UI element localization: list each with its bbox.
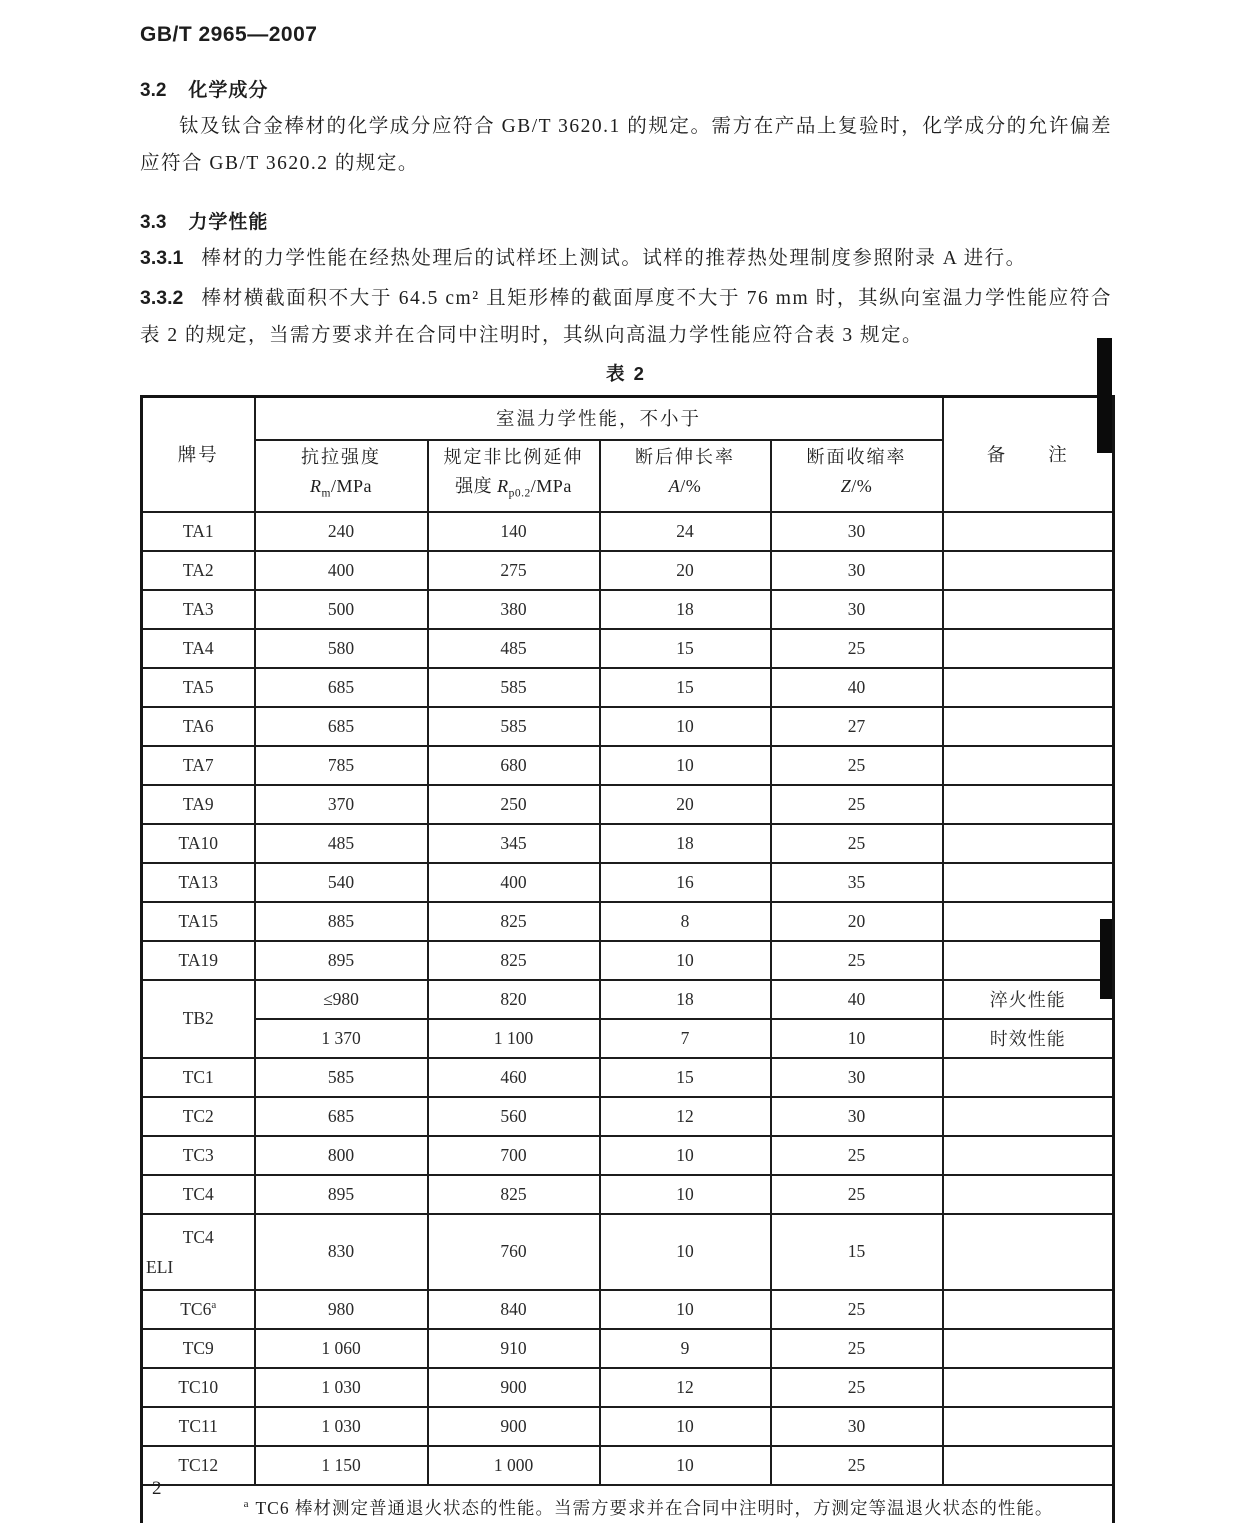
table-row bbox=[142, 1368, 1114, 1407]
table-row bbox=[142, 824, 1114, 863]
value-cell: 25 bbox=[771, 785, 943, 824]
value-cell: 685 bbox=[255, 668, 428, 707]
value-cell: 16 bbox=[600, 863, 771, 902]
scan-artifact bbox=[1100, 919, 1112, 999]
value-cell: 1 150 bbox=[255, 1446, 428, 1485]
value-cell: 10 bbox=[600, 1136, 771, 1175]
value-cell: 8 bbox=[600, 902, 771, 941]
value-cell: 345 bbox=[428, 824, 600, 863]
value-cell: 9 bbox=[600, 1329, 771, 1368]
table-body bbox=[142, 512, 1114, 1485]
value-cell: 25 bbox=[771, 1329, 943, 1368]
value-cell: 275 bbox=[428, 551, 600, 590]
value-cell: 400 bbox=[255, 551, 428, 590]
grade-cell: TC12 bbox=[142, 1446, 255, 1485]
remark-cell bbox=[943, 629, 1114, 668]
value-cell: 895 bbox=[255, 941, 428, 980]
value-cell: 24 bbox=[600, 512, 771, 551]
value-cell: 30 bbox=[771, 1407, 943, 1446]
clause-text: 棒材横截面积不大于 64.5 cm² 且矩形棒的截面厚度不大于 76 mm 时，其纵向室温力学性能应符合表 2 的规定，当需方要求并在合同中注明时，其纵向高温力学性能应符合表 3 规定。 bbox=[140, 288, 1112, 346]
value-cell: 40 bbox=[771, 980, 943, 1019]
table-footer bbox=[142, 1485, 1114, 1523]
grade-cell: TA1 bbox=[142, 512, 255, 551]
table-row bbox=[142, 1019, 1114, 1058]
grade-cell: TA7 bbox=[142, 746, 255, 785]
header-room-temp-properties: 室温力学性能，不小于 bbox=[255, 397, 943, 440]
value-cell: 15 bbox=[600, 629, 771, 668]
grade-cell: TC9 bbox=[142, 1329, 255, 1368]
table-row bbox=[142, 1175, 1114, 1214]
value-cell: 20 bbox=[771, 902, 943, 941]
value-cell: 585 bbox=[428, 668, 600, 707]
value-cell: 585 bbox=[255, 1058, 428, 1097]
value-cell: 25 bbox=[771, 1175, 943, 1214]
grade-cell: TA9 bbox=[142, 785, 255, 824]
value-cell: 825 bbox=[428, 1175, 600, 1214]
value-cell: 500 bbox=[255, 590, 428, 629]
value-cell: 1 030 bbox=[255, 1368, 428, 1407]
remark-cell bbox=[943, 1175, 1114, 1214]
value-cell: 30 bbox=[771, 1097, 943, 1136]
value-cell: 10 bbox=[771, 1019, 943, 1058]
value-cell: 15 bbox=[600, 668, 771, 707]
remark-cell bbox=[943, 1368, 1114, 1407]
value-cell: 700 bbox=[428, 1136, 600, 1175]
value-cell: 15 bbox=[771, 1214, 943, 1290]
value-cell: 7 bbox=[600, 1019, 771, 1058]
value-cell: 10 bbox=[600, 1446, 771, 1485]
value-cell: 10 bbox=[600, 1407, 771, 1446]
value-cell: 680 bbox=[428, 746, 600, 785]
value-cell: 900 bbox=[428, 1368, 600, 1407]
value-cell: 760 bbox=[428, 1214, 600, 1290]
value-cell: 560 bbox=[428, 1097, 600, 1136]
value-cell: 40 bbox=[771, 668, 943, 707]
table-row bbox=[142, 1136, 1114, 1175]
mechanical-properties-table bbox=[140, 395, 1115, 1523]
value-cell: 460 bbox=[428, 1058, 600, 1097]
value-cell: 685 bbox=[255, 1097, 428, 1136]
header-reduction-of-area: 断面收缩率 Z/% bbox=[771, 440, 943, 512]
remark-cell bbox=[943, 590, 1114, 629]
table-caption: 表 2 bbox=[606, 363, 646, 384]
value-cell: 1 000 bbox=[428, 1446, 600, 1485]
value-cell: 18 bbox=[600, 824, 771, 863]
value-cell: 980 bbox=[255, 1290, 428, 1329]
grade-cell: TC3 bbox=[142, 1136, 255, 1175]
value-cell: 25 bbox=[771, 824, 943, 863]
grade-cell: TC2 bbox=[142, 1097, 255, 1136]
header-elongation: 断后伸长率 A/% bbox=[600, 440, 771, 512]
grade-cell: TA2 bbox=[142, 551, 255, 590]
remark-cell bbox=[943, 785, 1114, 824]
remark-cell bbox=[943, 1290, 1114, 1329]
table-row bbox=[142, 1214, 1114, 1290]
table-row bbox=[142, 863, 1114, 902]
value-cell: 25 bbox=[771, 1368, 943, 1407]
paragraph-3-3-2 bbox=[140, 280, 1112, 354]
value-cell: 585 bbox=[428, 707, 600, 746]
footnote-text: TC6 棒材测定普通退火状态的性能。当需方要求并在合同中注明时，方测定等温退火状态的性能。 bbox=[255, 1497, 1054, 1518]
header-grade: 牌号 bbox=[142, 397, 255, 512]
grade-cell: TA10 bbox=[142, 824, 255, 863]
remark-cell bbox=[943, 551, 1114, 590]
grade-cell: TA3 bbox=[142, 590, 255, 629]
value-cell: 895 bbox=[255, 1175, 428, 1214]
value-cell: 27 bbox=[771, 707, 943, 746]
header-remark: 备 注 bbox=[943, 397, 1114, 512]
table-row bbox=[142, 590, 1114, 629]
value-cell: 10 bbox=[600, 746, 771, 785]
remark-cell bbox=[943, 1097, 1114, 1136]
table-row bbox=[142, 1407, 1114, 1446]
value-cell: 1 030 bbox=[255, 1407, 428, 1446]
remark-cell bbox=[943, 1136, 1114, 1175]
value-cell: 30 bbox=[771, 551, 943, 590]
value-cell: 20 bbox=[600, 785, 771, 824]
value-cell: 485 bbox=[428, 629, 600, 668]
scan-artifact bbox=[1097, 338, 1112, 453]
value-cell: 30 bbox=[771, 512, 943, 551]
value-cell: 25 bbox=[771, 746, 943, 785]
value-cell: 540 bbox=[255, 863, 428, 902]
grade-cell: TB2 bbox=[142, 980, 255, 1058]
remark-cell bbox=[943, 512, 1114, 551]
clause-text: 棒材的力学性能在经热处理后的试样坯上测试。试样的推荐热处理制度参照附录 A 进行。 bbox=[201, 248, 1027, 269]
value-cell: 30 bbox=[771, 590, 943, 629]
page-number: 2 bbox=[152, 1478, 162, 1499]
grade-cell: TC10 bbox=[142, 1368, 255, 1407]
value-cell: 1 370 bbox=[255, 1019, 428, 1058]
table-row bbox=[142, 785, 1114, 824]
value-cell: 800 bbox=[255, 1136, 428, 1175]
grade-cell: TA15 bbox=[142, 902, 255, 941]
table-row bbox=[142, 1058, 1114, 1097]
value-cell: ≤980 bbox=[255, 980, 428, 1019]
value-cell: 910 bbox=[428, 1329, 600, 1368]
value-cell: 25 bbox=[771, 1446, 943, 1485]
value-cell: 240 bbox=[255, 512, 428, 551]
table-row bbox=[142, 1329, 1114, 1368]
table-footnote bbox=[142, 1485, 1114, 1523]
value-cell: 18 bbox=[600, 590, 771, 629]
value-cell: 785 bbox=[255, 746, 428, 785]
remark-cell bbox=[943, 1446, 1114, 1485]
value-cell: 380 bbox=[428, 590, 600, 629]
value-cell: 1 060 bbox=[255, 1329, 428, 1368]
clause-number: 3.3.2 bbox=[140, 287, 184, 309]
value-cell: 10 bbox=[600, 1214, 771, 1290]
value-cell: 20 bbox=[600, 551, 771, 590]
value-cell: 18 bbox=[600, 980, 771, 1019]
remark-cell: 时效性能 bbox=[943, 1019, 1114, 1058]
value-cell: 10 bbox=[600, 1175, 771, 1214]
value-cell: 840 bbox=[428, 1290, 600, 1329]
grade-cell: TC1 bbox=[142, 1058, 255, 1097]
value-cell: 830 bbox=[255, 1214, 428, 1290]
remark-cell bbox=[943, 707, 1114, 746]
value-cell: 25 bbox=[771, 941, 943, 980]
standard-code: GB/T 2965—2007 bbox=[140, 23, 318, 46]
value-cell: 820 bbox=[428, 980, 600, 1019]
value-cell: 685 bbox=[255, 707, 428, 746]
remark-cell bbox=[943, 824, 1114, 863]
table-row bbox=[142, 941, 1114, 980]
value-cell: 250 bbox=[428, 785, 600, 824]
clause-number: 3.3.1 bbox=[140, 247, 184, 269]
page-content bbox=[140, 20, 1112, 1523]
remark-cell bbox=[943, 863, 1114, 902]
remark-cell bbox=[943, 1407, 1114, 1446]
table-row bbox=[142, 668, 1114, 707]
value-cell: 10 bbox=[600, 707, 771, 746]
grade-cell: TA6 bbox=[142, 707, 255, 746]
table-row bbox=[142, 707, 1114, 746]
value-cell: 900 bbox=[428, 1407, 600, 1446]
grade-cell: TC11 bbox=[142, 1407, 255, 1446]
value-cell: 885 bbox=[255, 902, 428, 941]
value-cell: 10 bbox=[600, 941, 771, 980]
value-cell: 580 bbox=[255, 629, 428, 668]
section-heading-3-3 bbox=[140, 209, 1112, 237]
remark-cell bbox=[943, 1058, 1114, 1097]
clause-title: 力学性能 bbox=[188, 212, 269, 233]
grade-cell: TC6$^a$ bbox=[142, 1290, 255, 1329]
value-cell: 825 bbox=[428, 902, 600, 941]
value-cell: 485 bbox=[255, 824, 428, 863]
table-row bbox=[142, 1290, 1114, 1329]
grade-cell: TA4 bbox=[142, 629, 255, 668]
table-row bbox=[142, 512, 1114, 551]
section-heading-3-2 bbox=[140, 77, 1112, 105]
value-cell: 25 bbox=[771, 1290, 943, 1329]
table-row bbox=[142, 551, 1114, 590]
value-cell: 825 bbox=[428, 941, 600, 980]
clause-number: 3.3 bbox=[140, 212, 167, 233]
grade-cell: TA13 bbox=[142, 863, 255, 902]
table-header bbox=[142, 397, 1114, 512]
value-cell: 25 bbox=[771, 1136, 943, 1175]
value-cell: 15 bbox=[600, 1058, 771, 1097]
table-row bbox=[142, 746, 1114, 785]
remark-cell bbox=[943, 1329, 1114, 1368]
table-row bbox=[142, 629, 1114, 668]
value-cell: 400 bbox=[428, 863, 600, 902]
value-cell: 30 bbox=[771, 1058, 943, 1097]
clause-title: 化学成分 bbox=[188, 80, 269, 101]
header-tensile-strength: 抗拉强度 $R_m$/MPa bbox=[255, 440, 428, 512]
grade-cell: TC4 ELI bbox=[142, 1214, 255, 1290]
value-cell: 25 bbox=[771, 629, 943, 668]
value-cell: 10 bbox=[600, 1290, 771, 1329]
clause-number: 3.2 bbox=[140, 80, 167, 101]
value-cell: 370 bbox=[255, 785, 428, 824]
paragraph-3-2: 钛及钛合金棒材的化学成分应符合 GB/T 3620.1 的规定。需方在产品上复验时，化学成分的允许偏差应符合 GB/T 3620.2 的规定。 bbox=[140, 116, 1112, 174]
value-cell: 1 100 bbox=[428, 1019, 600, 1058]
remark-cell bbox=[943, 668, 1114, 707]
value-cell: 140 bbox=[428, 512, 600, 551]
remark-cell bbox=[943, 746, 1114, 785]
footnote-marker: a bbox=[243, 1497, 250, 1510]
table-row bbox=[142, 902, 1114, 941]
table-row bbox=[142, 1097, 1114, 1136]
remark-cell bbox=[943, 902, 1114, 941]
grade-cell: TA19 bbox=[142, 941, 255, 980]
grade-cell: TC4 bbox=[142, 1175, 255, 1214]
value-cell: 12 bbox=[600, 1368, 771, 1407]
table-row bbox=[142, 980, 1114, 1019]
remark-cell: 淬火性能 bbox=[943, 980, 1114, 1019]
remark-cell bbox=[943, 941, 1114, 980]
remark-cell bbox=[943, 1214, 1114, 1290]
header-proof-strength: 规定非比例延伸 强度 $R_{p0.2}$/MPa bbox=[428, 440, 600, 512]
value-cell: 12 bbox=[600, 1097, 771, 1136]
table-row bbox=[142, 1446, 1114, 1485]
paragraph-3-3-1 bbox=[140, 240, 1112, 277]
grade-cell: TA5 bbox=[142, 668, 255, 707]
value-cell: 35 bbox=[771, 863, 943, 902]
